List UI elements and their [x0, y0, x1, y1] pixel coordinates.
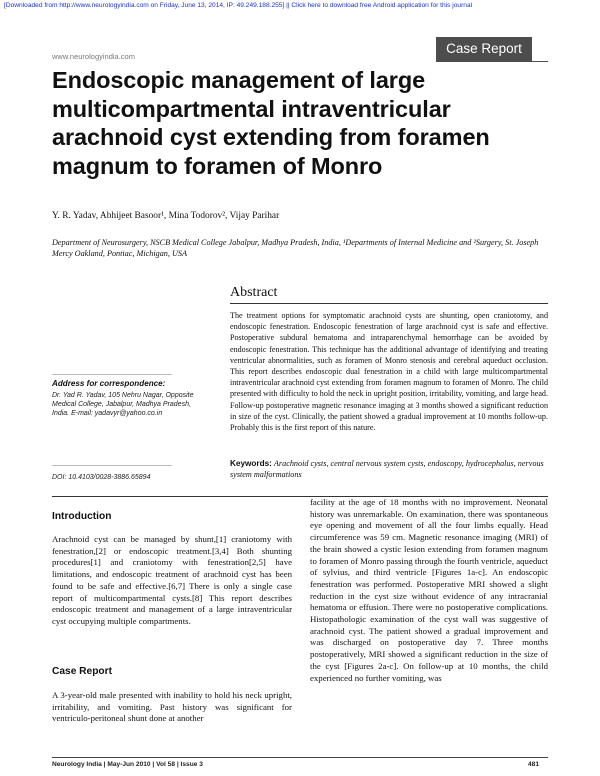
footer-rule: [52, 757, 548, 758]
correspondence-rule-bottom: [52, 465, 172, 466]
abstract-text: The treatment options for symptomatic arachnoid cysts are shunting, open craniotomy, and endoscopic fenestration. Endoscopic fenestration of large arachnoid cyst is safe and effective. Postoperative subdural hematoma and intraparenchymal hemorrhage can be avoided by endoscopic fenestration. This technique has the additional advantage of identifying and treating ventricular abnormalities, such as foramen of Monro stenosis and cerebral aqueduct occlusion. This report describes endoscopic dual fenestration in a child with large multicompartmental intraventricular arachnoid cyst extending from foramen magnum to foramen of Monro. The child presented with difficulty to hold the neck in upright position, irritability, vomiting, and large head. Follow-up postoperative magnetic resonance imaging at 3 months showed a significant reduction in size of the cyst. Clinically, the patient showed a gradual improvement at 10 months follow-up. Probably this is the first report of this nature.: [230, 311, 548, 433]
page-number: 481: [528, 761, 540, 768]
doi: DOI: 10.4103/0028-3886.65894: [52, 474, 151, 481]
keywords: [230, 458, 548, 480]
footer-journal: Neurology India | May-Jun 2010 | Vol 58 | Issue 3: [52, 761, 203, 768]
case-report-heading: Case Report: [52, 666, 113, 677]
article-type-badge: Case Report: [436, 37, 532, 61]
correspondence-heading: Address for correspondence:: [52, 379, 166, 388]
keywords-label: Keywords:: [230, 459, 272, 468]
badge-underline: [436, 61, 548, 62]
author-list: Y. R. Yadav, Abhijeet Basoor¹, Mina Todorov², Vijay Parihar: [52, 211, 280, 221]
journal-website: www.neurologyindia.com: [52, 52, 135, 61]
affiliations: Department of Neurosurgery, NSCB Medical College Jabalpur, Madhya Pradesh, India, ¹Departments of Internal Medicine and ²Surgery, St. Joseph Mercy Oakland, Pontiac, Michigan, USA: [52, 238, 539, 258]
article-title: Endoscopic management of large multicompartmental intraventricular arachnoid cyst extending from foramen magnum to foramen of Monro: [52, 67, 490, 179]
case-report-continued-text: facility at the age of 18 months with no improvement. Neonatal history was unremarkable. On examination, there was spontaneous eye opening and movement of all the four limbs equally. Head circumference was 59 cm. Magnetic resonance imaging (MRI) of the brain showed a cystic lesion extending from foramen magnum to foramen of Monro passing through the fourth ventricle, aqueduct of sylvius, and third ventricle [Figures 1a-c]. An endoscopic fenestration was performed. Postoperative MRI showed a slight reduction in the cyst size without evidence of any intracranial hematoma or effusion. There were no postoperative complications. Histopathologic examination of the cyst wall was suggestive of arachnoid cyst. The patient showed a gradual improvement and was discharged on postoperative day 7. Three months postoperatively, MRI showed a significant reduction in the size of the cyst [Figures 2a-c]. On follow-up at 10 months, the child experienced no further vomiting, was: [310, 497, 548, 683]
correspondence-rule-top: [52, 374, 172, 375]
introduction-heading: Introduction: [52, 511, 112, 522]
case-report-text: A 3-year-old male presented with inability to hold his neck upright, irritability, and vomiting. Past history was significant for ventriculo-peritoneal shunt done at another: [52, 690, 292, 724]
correspondence-address: Dr. Yad R. Yadav, 105 Nehru Nagar, Opposite Medical College, Jabalpur, Madhya Pradesh, India. E-mail: yadavyr@yahoo.co.in: [52, 392, 194, 418]
keywords-list: Arachnoid cysts, central nervous system cysts, endoscopy, hydrocephalus, nervous system malformations: [230, 459, 544, 480]
download-banner[interactable]: [Downloaded from http://www.neurologyindia.com on Friday, June 13, 2014, IP: 49.249.188.255] || Click here to download free Android application for this journal: [4, 2, 473, 9]
abstract-rule: [230, 303, 548, 304]
abstract-heading: Abstract: [230, 285, 278, 300]
introduction-text: Arachnoid cyst can be managed by shunt,[1] craniotomy with fenestration,[2] or endoscopic treatment.[3,4] Both shunting procedures[1] and craniotomy with fenestration[2,5] have limitations, and endoscopic treatment of arachnoid cyst has been found to be safe and effective.[6,7] There is only a single case report of multicompartmental cysts.[8] This report describes endoscopic treatment and management of a large intraventricular cyst occupying multiple compartments.: [52, 534, 292, 626]
